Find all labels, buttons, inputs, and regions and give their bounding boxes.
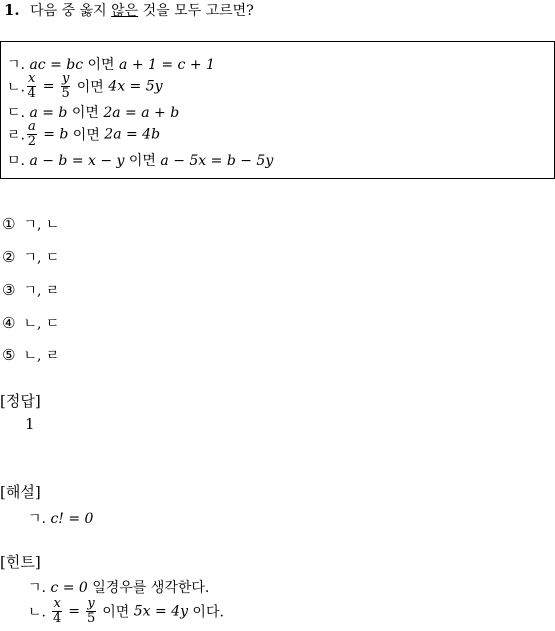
- hint-text: 일경우를 생각한다.: [87, 580, 210, 596]
- answer-header: [정답]: [0, 392, 41, 410]
- question-number: 1.: [4, 1, 20, 19]
- statement-mark: ㄴ.: [7, 79, 25, 96]
- hint-header: [힌트]: [0, 553, 41, 571]
- statement-conclusion: 4x = 5y: [108, 78, 163, 95]
- fraction: [27, 120, 37, 149]
- choice-number: ④: [2, 314, 16, 332]
- equals-sign: =: [38, 78, 59, 95]
- statement-connector: 이면: [68, 127, 105, 144]
- fraction: [52, 597, 61, 626]
- hint-math: c = 0: [50, 580, 88, 596]
- equals-sign: =: [63, 603, 85, 620]
- choice-label: ㄱ, ㄴ: [23, 217, 60, 233]
- statement-mark: ㄹ.: [7, 127, 25, 144]
- choice-number: ③: [2, 281, 16, 299]
- choice-label: ㄱ, ㄹ: [23, 283, 60, 299]
- statement-conclusion: a − 5x = b − 5y: [160, 153, 274, 169]
- statement-premise: a = b: [29, 105, 68, 121]
- explanation-line: [28, 508, 93, 528]
- statement-mark: ㅁ.: [7, 153, 25, 169]
- statement-connector: 이면: [83, 57, 120, 73]
- hint-line-2: [28, 597, 224, 626]
- choice-5[interactable]: [2, 345, 59, 365]
- fraction-denominator: 4: [27, 86, 36, 101]
- hint-text: 이다.: [187, 604, 224, 621]
- choice-number: ①: [2, 215, 16, 233]
- fraction-numerator: x: [53, 596, 61, 611]
- equals-b: = b: [38, 126, 69, 143]
- fraction-numerator: x: [27, 71, 36, 86]
- fraction-denominator: 2: [27, 134, 36, 149]
- hint-mark: ㄱ.: [28, 580, 46, 596]
- statement-conclusion: 2a = 4b: [104, 126, 161, 143]
- statement-1: [7, 54, 215, 74]
- question-underlined: 않은: [111, 3, 139, 19]
- fraction-numerator: y: [61, 71, 70, 86]
- fraction-numerator: a: [27, 119, 36, 134]
- statement-connector: 이면: [67, 105, 104, 121]
- question-title: [4, 0, 254, 20]
- choice-3[interactable]: [2, 280, 59, 300]
- statement-premise: a − b = x − y: [29, 153, 125, 169]
- fraction-numerator: y: [87, 596, 95, 611]
- answer-value: 1: [25, 415, 35, 433]
- choice-4[interactable]: [2, 313, 59, 333]
- choice-number: ②: [2, 248, 16, 266]
- fraction-denominator: 4: [52, 611, 62, 626]
- statement-4: [7, 120, 160, 149]
- statement-5: [7, 150, 273, 170]
- hint-math: 5x = 4y: [133, 603, 188, 620]
- statement-conclusion: a + 1 = c + 1: [119, 57, 215, 73]
- choice-number: ⑤: [2, 346, 16, 364]
- question-text-before: 다음 중 옳지: [30, 3, 112, 19]
- question-text-after: 것을 모두 고르면?: [138, 3, 254, 19]
- explanation-header: [해설]: [0, 483, 41, 501]
- choice-label: ㄱ, ㄷ: [23, 250, 60, 266]
- hint-mark: ㄴ.: [28, 604, 46, 621]
- statement-connector: 이면: [124, 153, 161, 169]
- statement-mark: ㄱ.: [7, 57, 25, 73]
- fraction-denominator: 5: [86, 611, 96, 626]
- choice-label: ㄴ, ㄷ: [23, 316, 60, 332]
- fraction: [86, 597, 95, 626]
- statement-connector: 이면: [72, 79, 109, 96]
- statement-premise: ac = bc: [29, 57, 84, 73]
- choice-2[interactable]: [2, 247, 59, 267]
- hint-connector: 이면: [97, 604, 134, 621]
- explanation-math: c! = 0: [50, 511, 94, 527]
- statement-2: [7, 72, 163, 101]
- fraction: [27, 72, 36, 101]
- fraction-denominator: 5: [61, 86, 70, 101]
- statement-mark: ㄷ.: [7, 105, 25, 121]
- fraction: [61, 72, 70, 101]
- statement-conclusion: 2a = a + b: [103, 105, 180, 121]
- choice-1[interactable]: [2, 214, 59, 234]
- choice-label: ㄴ, ㄹ: [23, 348, 60, 364]
- hint-line-1: [28, 577, 209, 597]
- explanation-mark: ㄱ.: [28, 511, 46, 527]
